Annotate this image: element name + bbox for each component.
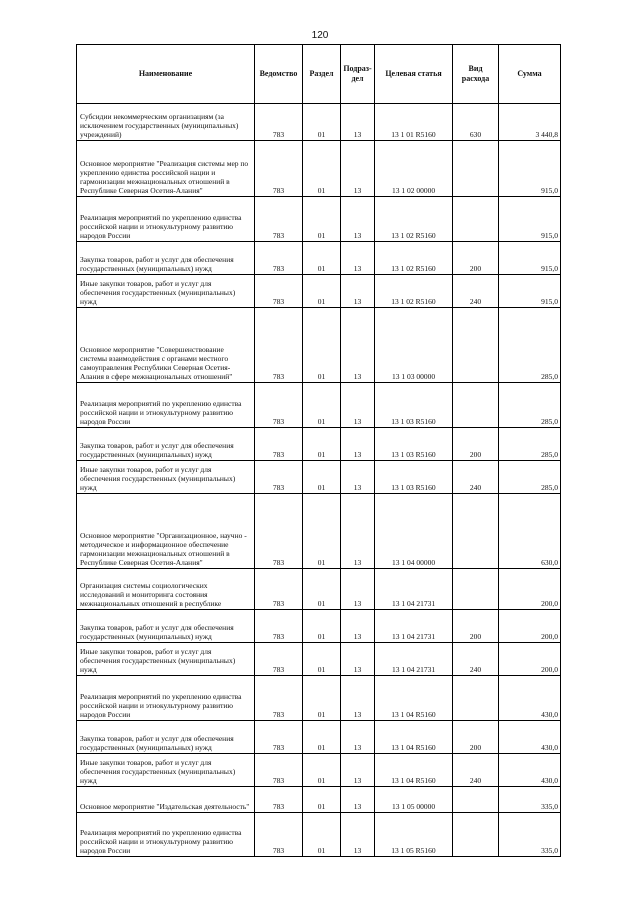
cell-dept: 783 — [255, 461, 303, 494]
cell-type — [453, 787, 499, 813]
cell-article: 13 1 04 R5160 — [375, 676, 453, 721]
cell-section: 01 — [303, 721, 341, 754]
cell-dept: 783 — [255, 428, 303, 461]
cell-dept: 783 — [255, 383, 303, 428]
cell-amount: 285,0 — [499, 461, 561, 494]
table-row — [77, 197, 561, 242]
cell-amount: 915,0 — [499, 242, 561, 275]
cell-section: 01 — [303, 242, 341, 275]
cell-article: 13 1 02 R5160 — [375, 242, 453, 275]
cell-name: Основное мероприятие "Издательская деятельность" — [77, 787, 255, 813]
cell-dept: 783 — [255, 676, 303, 721]
table-row — [77, 308, 561, 383]
table-row — [77, 275, 561, 308]
table-row — [77, 104, 561, 141]
cell-subsection: 13 — [341, 197, 375, 242]
cell-article: 13 1 02 R5160 — [375, 197, 453, 242]
cell-dept: 783 — [255, 104, 303, 141]
header-subsection: Подраз- дел — [341, 45, 375, 104]
cell-section: 01 — [303, 104, 341, 141]
cell-name: Закупка товаров, работ и услуг для обеспечения государственных (муниципальных) нужд — [77, 242, 255, 275]
cell-article: 13 1 04 R5160 — [375, 721, 453, 754]
cell-dept: 783 — [255, 494, 303, 569]
budget-table — [76, 44, 561, 857]
cell-amount: 285,0 — [499, 428, 561, 461]
cell-name: Закупка товаров, работ и услуг для обеспечения государственных (муниципальных) нужд — [77, 721, 255, 754]
cell-subsection: 13 — [341, 754, 375, 787]
cell-name: Основное мероприятие "Организационное, научно - методическое и информационное обеспечение гармонизации межнациональных отношений в Республике Северная Осетия-Алания" — [77, 494, 255, 569]
cell-subsection: 13 — [341, 383, 375, 428]
cell-name: Иные закупки товаров, работ и услуг для обеспечения государственных (муниципальных) нужд — [77, 643, 255, 676]
cell-article: 13 1 03 00000 — [375, 308, 453, 383]
cell-dept: 783 — [255, 721, 303, 754]
table-row — [77, 494, 561, 569]
header-name: Наименование — [77, 45, 255, 104]
cell-article: 13 1 04 21731 — [375, 643, 453, 676]
cell-article: 13 1 03 R5160 — [375, 461, 453, 494]
cell-article: 13 1 05 00000 — [375, 787, 453, 813]
cell-type: 240 — [453, 754, 499, 787]
cell-type: 240 — [453, 643, 499, 676]
cell-section: 01 — [303, 643, 341, 676]
cell-amount: 200,0 — [499, 569, 561, 610]
cell-subsection: 13 — [341, 494, 375, 569]
cell-type: 240 — [453, 461, 499, 494]
cell-subsection: 13 — [341, 569, 375, 610]
table-row — [77, 428, 561, 461]
cell-subsection: 13 — [341, 676, 375, 721]
cell-dept: 783 — [255, 141, 303, 197]
table-row — [77, 721, 561, 754]
cell-article: 13 1 01 R5160 — [375, 104, 453, 141]
table-row — [77, 643, 561, 676]
cell-name: Основное мероприятие "Совершенствование системы взаимодействия с органами местного самоуправления Республики Северная Осетия-Алания в сфере межнациональных отношений" — [77, 308, 255, 383]
cell-section: 01 — [303, 383, 341, 428]
cell-section: 01 — [303, 197, 341, 242]
cell-name: Иные закупки товаров, работ и услуг для обеспечения государственных (муниципальных) нужд — [77, 461, 255, 494]
cell-dept: 783 — [255, 787, 303, 813]
cell-type — [453, 813, 499, 857]
cell-dept: 783 — [255, 610, 303, 643]
cell-section: 01 — [303, 494, 341, 569]
cell-amount: 200,0 — [499, 610, 561, 643]
cell-type: 200 — [453, 721, 499, 754]
cell-subsection: 13 — [341, 461, 375, 494]
cell-name: Иные закупки товаров, работ и услуг для обеспечения государственных (муниципальных) нужд — [77, 754, 255, 787]
cell-amount: 915,0 — [499, 197, 561, 242]
cell-name: Реализация мероприятий по укреплению единства российской нации и этнокультурному развитию народов России — [77, 676, 255, 721]
cell-subsection: 13 — [341, 275, 375, 308]
cell-article: 13 1 04 21731 — [375, 569, 453, 610]
cell-subsection: 13 — [341, 721, 375, 754]
cell-section: 01 — [303, 428, 341, 461]
cell-subsection: 13 — [341, 610, 375, 643]
cell-type — [453, 494, 499, 569]
cell-section: 01 — [303, 308, 341, 383]
cell-amount: 200,0 — [499, 643, 561, 676]
cell-name: Иные закупки товаров, работ и услуг для обеспечения государственных (муниципальных) нужд — [77, 275, 255, 308]
cell-name: Реализация мероприятий по укреплению единства российской нации и этнокультурному развитию народов России — [77, 197, 255, 242]
cell-section: 01 — [303, 461, 341, 494]
cell-type: 240 — [453, 275, 499, 308]
cell-subsection: 13 — [341, 242, 375, 275]
cell-type — [453, 308, 499, 383]
cell-name: Реализация мероприятий по укреплению единства российской нации и этнокультурному развитию народов России — [77, 813, 255, 857]
cell-subsection: 13 — [341, 643, 375, 676]
cell-article: 13 1 05 R5160 — [375, 813, 453, 857]
cell-amount: 335,0 — [499, 813, 561, 857]
table-row — [77, 383, 561, 428]
header-row — [77, 45, 561, 104]
cell-section: 01 — [303, 754, 341, 787]
cell-dept: 783 — [255, 643, 303, 676]
cell-name: Закупка товаров, работ и услуг для обеспечения государственных (муниципальных) нужд — [77, 610, 255, 643]
cell-amount: 285,0 — [499, 308, 561, 383]
header-expense-type: Вид расхода — [453, 45, 499, 104]
cell-name: Организация системы социологических исследований и мониторинга состояния межнациональных отношений в республике — [77, 569, 255, 610]
cell-subsection: 13 — [341, 104, 375, 141]
cell-article: 13 1 04 21731 — [375, 610, 453, 643]
cell-name: Основное мероприятие "Реализация системы мер по укреплению единства российской нации и гармонизации межнациональных отношений в Республике Северная Осетия-Алания" — [77, 141, 255, 197]
table-row — [77, 787, 561, 813]
cell-subsection: 13 — [341, 141, 375, 197]
header-amount: Сумма — [499, 45, 561, 104]
cell-type — [453, 141, 499, 197]
table-row — [77, 569, 561, 610]
cell-type: 200 — [453, 610, 499, 643]
cell-type — [453, 197, 499, 242]
cell-name: Субсидии некоммерческим организациям (за исключением государственных (муниципальных) учреждений) — [77, 104, 255, 141]
cell-section: 01 — [303, 141, 341, 197]
cell-section: 01 — [303, 787, 341, 813]
table-row — [77, 754, 561, 787]
cell-article: 13 1 02 R5160 — [375, 275, 453, 308]
header-dept: Ведомство — [255, 45, 303, 104]
cell-amount: 3 440,8 — [499, 104, 561, 141]
cell-article: 13 1 04 00000 — [375, 494, 453, 569]
cell-dept: 783 — [255, 569, 303, 610]
table-row — [77, 141, 561, 197]
cell-subsection: 13 — [341, 813, 375, 857]
cell-amount: 430,0 — [499, 721, 561, 754]
cell-article: 13 1 03 R5160 — [375, 383, 453, 428]
table-row — [77, 676, 561, 721]
cell-article: 13 1 04 R5160 — [375, 754, 453, 787]
cell-type — [453, 676, 499, 721]
cell-dept: 783 — [255, 275, 303, 308]
cell-amount: 915,0 — [499, 275, 561, 308]
cell-section: 01 — [303, 275, 341, 308]
cell-section: 01 — [303, 569, 341, 610]
cell-dept: 783 — [255, 308, 303, 383]
cell-type: 200 — [453, 428, 499, 461]
cell-dept: 783 — [255, 754, 303, 787]
header-article: Целевая статья — [375, 45, 453, 104]
cell-amount: 285,0 — [499, 383, 561, 428]
cell-amount: 915,0 — [499, 141, 561, 197]
cell-dept: 783 — [255, 197, 303, 242]
cell-dept: 783 — [255, 813, 303, 857]
cell-section: 01 — [303, 676, 341, 721]
table-row — [77, 813, 561, 857]
page-number: 120 — [311, 30, 329, 41]
cell-amount: 630,0 — [499, 494, 561, 569]
cell-subsection: 13 — [341, 428, 375, 461]
cell-type: 630 — [453, 104, 499, 141]
cell-subsection: 13 — [341, 787, 375, 813]
cell-type — [453, 569, 499, 610]
cell-amount: 430,0 — [499, 676, 561, 721]
cell-section: 01 — [303, 813, 341, 857]
table-row — [77, 461, 561, 494]
table-row — [77, 610, 561, 643]
cell-type: 200 — [453, 242, 499, 275]
table-row — [77, 242, 561, 275]
cell-article: 13 1 03 R5160 — [375, 428, 453, 461]
cell-dept: 783 — [255, 242, 303, 275]
cell-article: 13 1 02 00000 — [375, 141, 453, 197]
cell-amount: 335,0 — [499, 787, 561, 813]
cell-section: 01 — [303, 610, 341, 643]
cell-name: Закупка товаров, работ и услуг для обеспечения государственных (муниципальных) нужд — [77, 428, 255, 461]
cell-amount: 430,0 — [499, 754, 561, 787]
header-section: Раздел — [303, 45, 341, 104]
cell-type — [453, 383, 499, 428]
cell-subsection: 13 — [341, 308, 375, 383]
cell-name: Реализация мероприятий по укреплению единства российской нации и этнокультурному развитию народов России — [77, 383, 255, 428]
